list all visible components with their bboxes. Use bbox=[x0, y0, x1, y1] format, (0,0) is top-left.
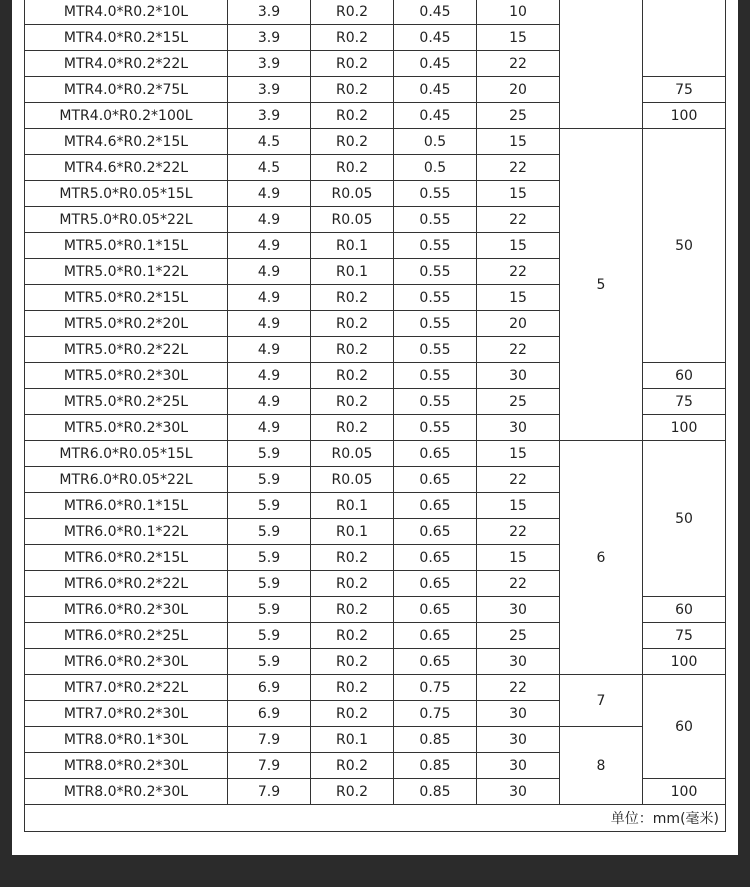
diameter-cell: 5.9 bbox=[228, 467, 311, 493]
length-cell: 30 bbox=[477, 415, 560, 441]
diameter-cell: 4.5 bbox=[228, 129, 311, 155]
radius-cell: R0.2 bbox=[311, 129, 394, 155]
diameter-cell: 4.9 bbox=[228, 233, 311, 259]
diameter-cell: 5.9 bbox=[228, 649, 311, 675]
diameter-cell: 3.9 bbox=[228, 0, 311, 25]
neck-cell: 0.45 bbox=[394, 77, 477, 103]
shank-cell: 5 bbox=[560, 129, 643, 441]
diameter-cell: 4.9 bbox=[228, 337, 311, 363]
length-cell: 30 bbox=[477, 597, 560, 623]
length-cell: 15 bbox=[477, 233, 560, 259]
radius-cell: R0.05 bbox=[311, 181, 394, 207]
overall-length-cell: 50 bbox=[643, 129, 726, 363]
diameter-cell: 7.9 bbox=[228, 727, 311, 753]
model-cell: MTR4.0*R0.2*22L bbox=[25, 51, 228, 77]
neck-cell: 0.65 bbox=[394, 649, 477, 675]
neck-cell: 0.45 bbox=[394, 0, 477, 25]
diameter-cell: 5.9 bbox=[228, 623, 311, 649]
diameter-cell: 3.9 bbox=[228, 103, 311, 129]
radius-cell: R0.1 bbox=[311, 727, 394, 753]
length-cell: 15 bbox=[477, 181, 560, 207]
diameter-cell: 5.9 bbox=[228, 493, 311, 519]
length-cell: 22 bbox=[477, 571, 560, 597]
radius-cell: R0.2 bbox=[311, 363, 394, 389]
length-cell: 30 bbox=[477, 649, 560, 675]
table-row bbox=[25, 675, 726, 701]
length-cell: 20 bbox=[477, 77, 560, 103]
model-cell: MTR4.0*R0.2*10L bbox=[25, 0, 228, 25]
radius-cell: R0.2 bbox=[311, 337, 394, 363]
length-cell: 15 bbox=[477, 493, 560, 519]
overall-length-cell: 60 bbox=[643, 675, 726, 779]
radius-cell: R0.2 bbox=[311, 597, 394, 623]
neck-cell: 0.55 bbox=[394, 207, 477, 233]
radius-cell: R0.2 bbox=[311, 311, 394, 337]
diameter-cell: 4.9 bbox=[228, 415, 311, 441]
length-cell: 10 bbox=[477, 0, 560, 25]
model-cell: MTR5.0*R0.05*22L bbox=[25, 207, 228, 233]
diameter-cell: 5.9 bbox=[228, 441, 311, 467]
diameter-cell: 4.9 bbox=[228, 285, 311, 311]
model-cell: MTR6.0*R0.2*30L bbox=[25, 597, 228, 623]
model-cell: MTR4.6*R0.2*22L bbox=[25, 155, 228, 181]
neck-cell: 0.55 bbox=[394, 389, 477, 415]
unit-row bbox=[25, 805, 726, 832]
model-cell: MTR6.0*R0.2*22L bbox=[25, 571, 228, 597]
overall-length-cell: 50 bbox=[643, 441, 726, 597]
diameter-cell: 4.9 bbox=[228, 311, 311, 337]
model-cell: MTR5.0*R0.2*30L bbox=[25, 363, 228, 389]
overall-length-cell: 100 bbox=[643, 649, 726, 675]
overall-length-cell: 75 bbox=[643, 77, 726, 103]
length-cell: 15 bbox=[477, 545, 560, 571]
model-cell: MTR5.0*R0.2*20L bbox=[25, 311, 228, 337]
length-cell: 30 bbox=[477, 753, 560, 779]
radius-cell: R0.2 bbox=[311, 285, 394, 311]
neck-cell: 0.65 bbox=[394, 441, 477, 467]
length-cell: 15 bbox=[477, 285, 560, 311]
model-cell: MTR5.0*R0.2*22L bbox=[25, 337, 228, 363]
length-cell: 22 bbox=[477, 207, 560, 233]
model-cell: MTR4.0*R0.2*15L bbox=[25, 25, 228, 51]
length-cell: 25 bbox=[477, 623, 560, 649]
model-cell: MTR6.0*R0.2*15L bbox=[25, 545, 228, 571]
diameter-cell: 6.9 bbox=[228, 675, 311, 701]
unit-note: 单位：mm(毫米) bbox=[25, 805, 726, 832]
length-cell: 30 bbox=[477, 779, 560, 805]
neck-cell: 0.65 bbox=[394, 519, 477, 545]
neck-cell: 0.65 bbox=[394, 493, 477, 519]
radius-cell: R0.1 bbox=[311, 493, 394, 519]
length-cell: 22 bbox=[477, 675, 560, 701]
model-cell: MTR5.0*R0.2*30L bbox=[25, 415, 228, 441]
overall-length-cell: 100 bbox=[643, 103, 726, 129]
length-cell: 22 bbox=[477, 337, 560, 363]
table-row bbox=[25, 129, 726, 155]
radius-cell: R0.05 bbox=[311, 467, 394, 493]
overall-length-cell: 100 bbox=[643, 779, 726, 805]
radius-cell: R0.2 bbox=[311, 77, 394, 103]
radius-cell: R0.2 bbox=[311, 753, 394, 779]
length-cell: 22 bbox=[477, 51, 560, 77]
model-cell: MTR6.0*R0.05*15L bbox=[25, 441, 228, 467]
neck-cell: 0.45 bbox=[394, 51, 477, 77]
neck-cell: 0.55 bbox=[394, 285, 477, 311]
neck-cell: 0.55 bbox=[394, 181, 477, 207]
diameter-cell: 4.5 bbox=[228, 155, 311, 181]
overall-length-cell: 60 bbox=[643, 363, 726, 389]
diameter-cell: 4.9 bbox=[228, 389, 311, 415]
shank-cell: 8 bbox=[560, 727, 643, 805]
radius-cell: R0.2 bbox=[311, 701, 394, 727]
table-row bbox=[25, 441, 726, 467]
length-cell: 22 bbox=[477, 155, 560, 181]
radius-cell: R0.05 bbox=[311, 207, 394, 233]
diameter-cell: 7.9 bbox=[228, 779, 311, 805]
length-cell: 22 bbox=[477, 467, 560, 493]
length-cell: 22 bbox=[477, 519, 560, 545]
length-cell: 30 bbox=[477, 727, 560, 753]
table-row bbox=[25, 727, 726, 753]
shank-cell bbox=[560, 0, 643, 129]
model-cell: MTR4.0*R0.2*75L bbox=[25, 77, 228, 103]
neck-cell: 0.85 bbox=[394, 779, 477, 805]
radius-cell: R0.2 bbox=[311, 649, 394, 675]
model-cell: MTR5.0*R0.1*22L bbox=[25, 259, 228, 285]
neck-cell: 0.45 bbox=[394, 25, 477, 51]
model-cell: MTR5.0*R0.05*15L bbox=[25, 181, 228, 207]
length-cell: 15 bbox=[477, 129, 560, 155]
overall-length-cell: 75 bbox=[643, 623, 726, 649]
length-cell: 15 bbox=[477, 441, 560, 467]
diameter-cell: 4.9 bbox=[228, 363, 311, 389]
neck-cell: 0.55 bbox=[394, 259, 477, 285]
model-cell: MTR6.0*R0.2*25L bbox=[25, 623, 228, 649]
neck-cell: 0.65 bbox=[394, 571, 477, 597]
length-cell: 20 bbox=[477, 311, 560, 337]
diameter-cell: 7.9 bbox=[228, 753, 311, 779]
shank-cell: 7 bbox=[560, 675, 643, 727]
neck-cell: 0.85 bbox=[394, 727, 477, 753]
overall-length-cell bbox=[643, 0, 726, 77]
length-cell: 22 bbox=[477, 259, 560, 285]
overall-length-cell: 60 bbox=[643, 597, 726, 623]
radius-cell: R0.2 bbox=[311, 0, 394, 25]
radius-cell: R0.2 bbox=[311, 415, 394, 441]
neck-cell: 0.65 bbox=[394, 467, 477, 493]
overall-length-cell: 75 bbox=[643, 389, 726, 415]
radius-cell: R0.2 bbox=[311, 103, 394, 129]
diameter-cell: 3.9 bbox=[228, 25, 311, 51]
diameter-cell: 3.9 bbox=[228, 51, 311, 77]
neck-cell: 0.65 bbox=[394, 545, 477, 571]
neck-cell: 0.65 bbox=[394, 597, 477, 623]
length-cell: 25 bbox=[477, 389, 560, 415]
model-cell: MTR7.0*R0.2*22L bbox=[25, 675, 228, 701]
length-cell: 15 bbox=[477, 25, 560, 51]
model-cell: MTR5.0*R0.2*15L bbox=[25, 285, 228, 311]
diameter-cell: 3.9 bbox=[228, 77, 311, 103]
neck-cell: 0.75 bbox=[394, 701, 477, 727]
radius-cell: R0.2 bbox=[311, 571, 394, 597]
diameter-cell: 5.9 bbox=[228, 597, 311, 623]
neck-cell: 0.65 bbox=[394, 623, 477, 649]
neck-cell: 0.85 bbox=[394, 753, 477, 779]
model-cell: MTR4.0*R0.2*100L bbox=[25, 103, 228, 129]
model-cell: MTR8.0*R0.2*30L bbox=[25, 779, 228, 805]
radius-cell: R0.1 bbox=[311, 519, 394, 545]
radius-cell: R0.2 bbox=[311, 779, 394, 805]
diameter-cell: 5.9 bbox=[228, 519, 311, 545]
neck-cell: 0.55 bbox=[394, 233, 477, 259]
radius-cell: R0.2 bbox=[311, 623, 394, 649]
neck-cell: 0.55 bbox=[394, 363, 477, 389]
neck-cell: 0.55 bbox=[394, 337, 477, 363]
diameter-cell: 4.9 bbox=[228, 207, 311, 233]
model-cell: MTR6.0*R0.1*22L bbox=[25, 519, 228, 545]
shank-cell: 6 bbox=[560, 441, 643, 675]
length-cell: 30 bbox=[477, 701, 560, 727]
model-cell: MTR6.0*R0.05*22L bbox=[25, 467, 228, 493]
radius-cell: R0.2 bbox=[311, 545, 394, 571]
model-cell: MTR6.0*R0.2*30L bbox=[25, 649, 228, 675]
diameter-cell: 6.9 bbox=[228, 701, 311, 727]
radius-cell: R0.2 bbox=[311, 25, 394, 51]
radius-cell: R0.2 bbox=[311, 389, 394, 415]
radius-cell: R0.2 bbox=[311, 155, 394, 181]
diameter-cell: 4.9 bbox=[228, 181, 311, 207]
neck-cell: 0.45 bbox=[394, 103, 477, 129]
overall-length-cell: 100 bbox=[643, 415, 726, 441]
neck-cell: 0.75 bbox=[394, 675, 477, 701]
neck-cell: 0.5 bbox=[394, 129, 477, 155]
model-cell: MTR6.0*R0.1*15L bbox=[25, 493, 228, 519]
neck-cell: 0.55 bbox=[394, 311, 477, 337]
length-cell: 30 bbox=[477, 363, 560, 389]
radius-cell: R0.05 bbox=[311, 441, 394, 467]
radius-cell: R0.2 bbox=[311, 675, 394, 701]
model-cell: MTR4.6*R0.2*15L bbox=[25, 129, 228, 155]
model-cell: MTR8.0*R0.2*30L bbox=[25, 753, 228, 779]
radius-cell: R0.2 bbox=[311, 51, 394, 77]
radius-cell: R0.1 bbox=[311, 259, 394, 285]
model-cell: MTR5.0*R0.2*25L bbox=[25, 389, 228, 415]
table-row bbox=[25, 0, 726, 25]
model-cell: MTR5.0*R0.1*15L bbox=[25, 233, 228, 259]
spec-table bbox=[24, 0, 726, 832]
neck-cell: 0.5 bbox=[394, 155, 477, 181]
diameter-cell: 4.9 bbox=[228, 259, 311, 285]
diameter-cell: 5.9 bbox=[228, 571, 311, 597]
model-cell: MTR7.0*R0.2*30L bbox=[25, 701, 228, 727]
model-cell: MTR8.0*R0.1*30L bbox=[25, 727, 228, 753]
radius-cell: R0.1 bbox=[311, 233, 394, 259]
length-cell: 25 bbox=[477, 103, 560, 129]
neck-cell: 0.55 bbox=[394, 415, 477, 441]
diameter-cell: 5.9 bbox=[228, 545, 311, 571]
